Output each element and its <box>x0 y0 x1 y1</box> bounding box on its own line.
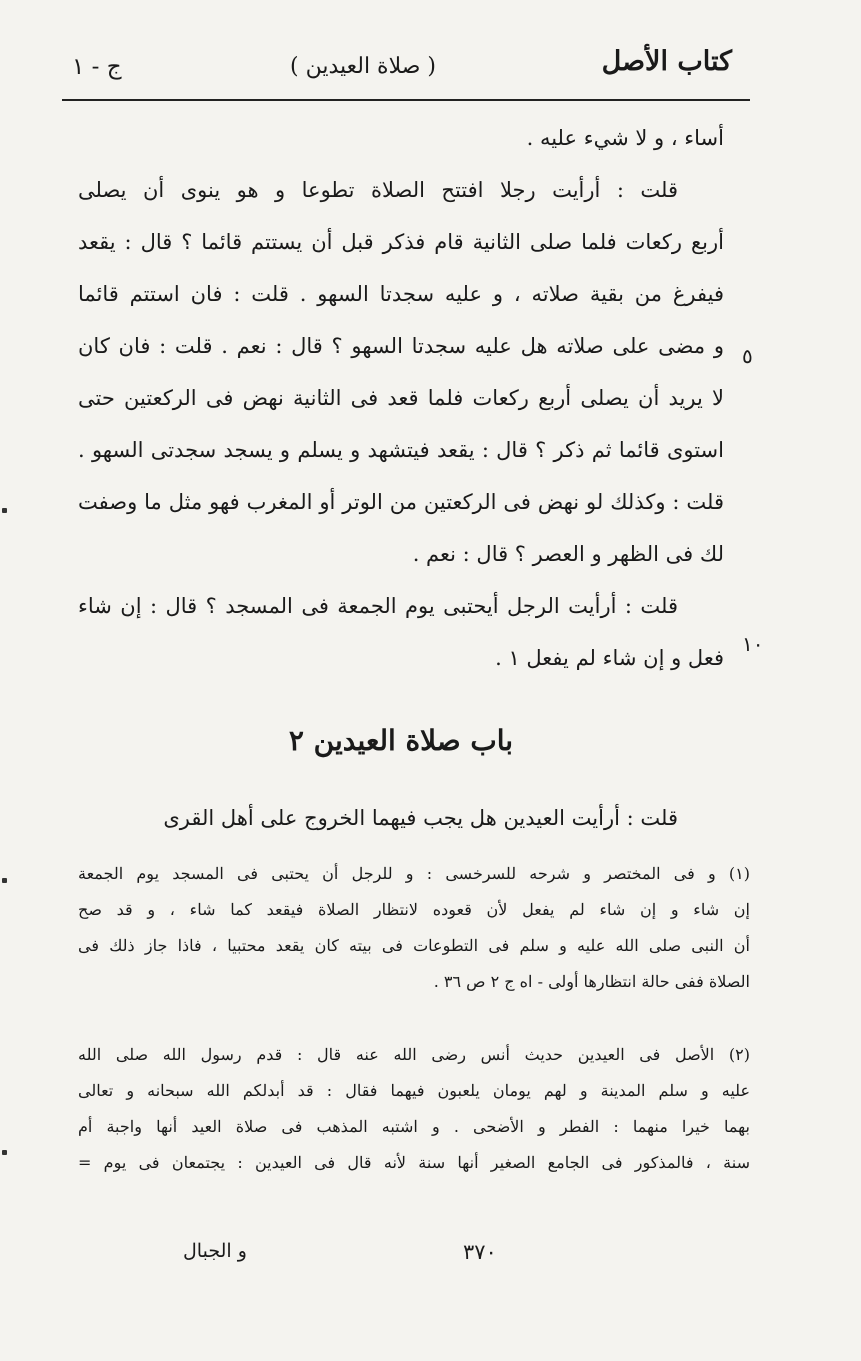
scan-speck <box>2 1150 7 1155</box>
footnote-line: (١) و فى المختصر و شرحه للسرخسى : و للرجل أن يحتبى فى المسجد يوم الجمعة <box>78 864 751 883</box>
text-line: قلت : أرأيت الرجل أيحتبى يوم الجمعة فى المسجد ؟ قال : إن شاء <box>78 594 678 618</box>
footnote-line: عليه و سلم المدينة و لهم يومان يلعبون فيهما فقال : قد أبدلكم الله سبحانه و تعالى <box>78 1081 750 1100</box>
text-line: و مضى على صلاته هل عليه سجدتا السهو ؟ قال : نعم . قلت : فان كان <box>78 334 724 358</box>
header-rule <box>62 99 750 101</box>
line-number: ٥ <box>742 344 753 368</box>
chapter-text <box>78 792 724 844</box>
text-line: أربع ركعات فلما صلى الثانية قام فذكر قبل أن يستتم قائما ؟ قال : يقعد <box>78 230 724 254</box>
running-header <box>60 42 750 96</box>
scan-speck <box>2 878 7 883</box>
footnote-line: (٢) الأصل فى العيدين حديث أنس رضى الله عنه قال : قدم رسول الله صلى الله <box>78 1045 750 1064</box>
text-line: قلت : أرأيت العيدين هل يجب فيهما الخروج على أهل القرى <box>163 806 678 830</box>
section-title: ( صلاة العيدين ) <box>290 54 436 79</box>
text-line: أساء ، و لا شيء عليه . <box>526 126 724 150</box>
text-line: قلت : وكذلك لو نهض فى الركعتين من الوتر أو المغرب فهو مثل ما وصفت <box>78 490 724 514</box>
text-line: لا يريد أن يصلى أربع ركعات فلما قعد فى الثانية نهض فى الركعتين حتى <box>78 386 724 410</box>
page-number: ٣٧٠ <box>463 1240 497 1264</box>
scan-speck <box>2 508 7 513</box>
footnote-line: الصلاة ففى حالة انتظارها أولى - اه ج ٢ ص ٣٦ . <box>433 972 750 991</box>
text-line: فيفرغ من بقية صلاته ، و عليه سجدتا السهو . قلت : فان استتم قائما <box>78 282 724 306</box>
footnote-2 <box>78 1037 750 1181</box>
line-number: ١٠ <box>742 632 764 656</box>
volume-number: ج - ١ <box>72 54 122 80</box>
text-line: استوى قائما ثم ذكر ؟ قال : يقعد فيتشهد و يسلم و يسجد سجدتى السهو . <box>78 438 724 462</box>
footnote-line: أن النبى صلى الله عليه و سلم فى التطوعات فى بيته كان يقعد محتبيا ، فاذا جاز ذلك فى <box>78 936 750 955</box>
footnote-line: سنة ، فالمذكور فى الجامع الصغير أنها سنة لأنه قال فى العيدين : يجتمعان فى يوم = <box>78 1153 750 1172</box>
text-line: فعل و إن شاء لم يفعل ١ . <box>495 646 724 670</box>
text-line: قلت : أرأيت رجلا افتتح الصلاة تطوعا و هو ينوى أن يصلى <box>78 178 678 202</box>
footnote-line: بهما خيرا منهما : الفطر و الأضحى . و اشتبه المذهب فى صلاة العيد أنها واجبة أم <box>78 1117 750 1136</box>
chapter-heading: باب صلاة العيدين ٢ <box>288 724 514 757</box>
catchword: و الجبال <box>183 1240 247 1262</box>
text-line: لك فى الظهر و العصر ؟ قال : نعم . <box>412 542 724 566</box>
page-footer <box>78 1240 750 1280</box>
main-text <box>78 112 724 684</box>
book-title: كتاب الأصل <box>601 46 732 77</box>
footnote-1 <box>78 856 750 1000</box>
footnote-line: إن شاء و إن شاء لم يفعل لأن قعوده لانتظار الصلاة فيقعد كما شاء ، و قد صح <box>78 900 750 919</box>
